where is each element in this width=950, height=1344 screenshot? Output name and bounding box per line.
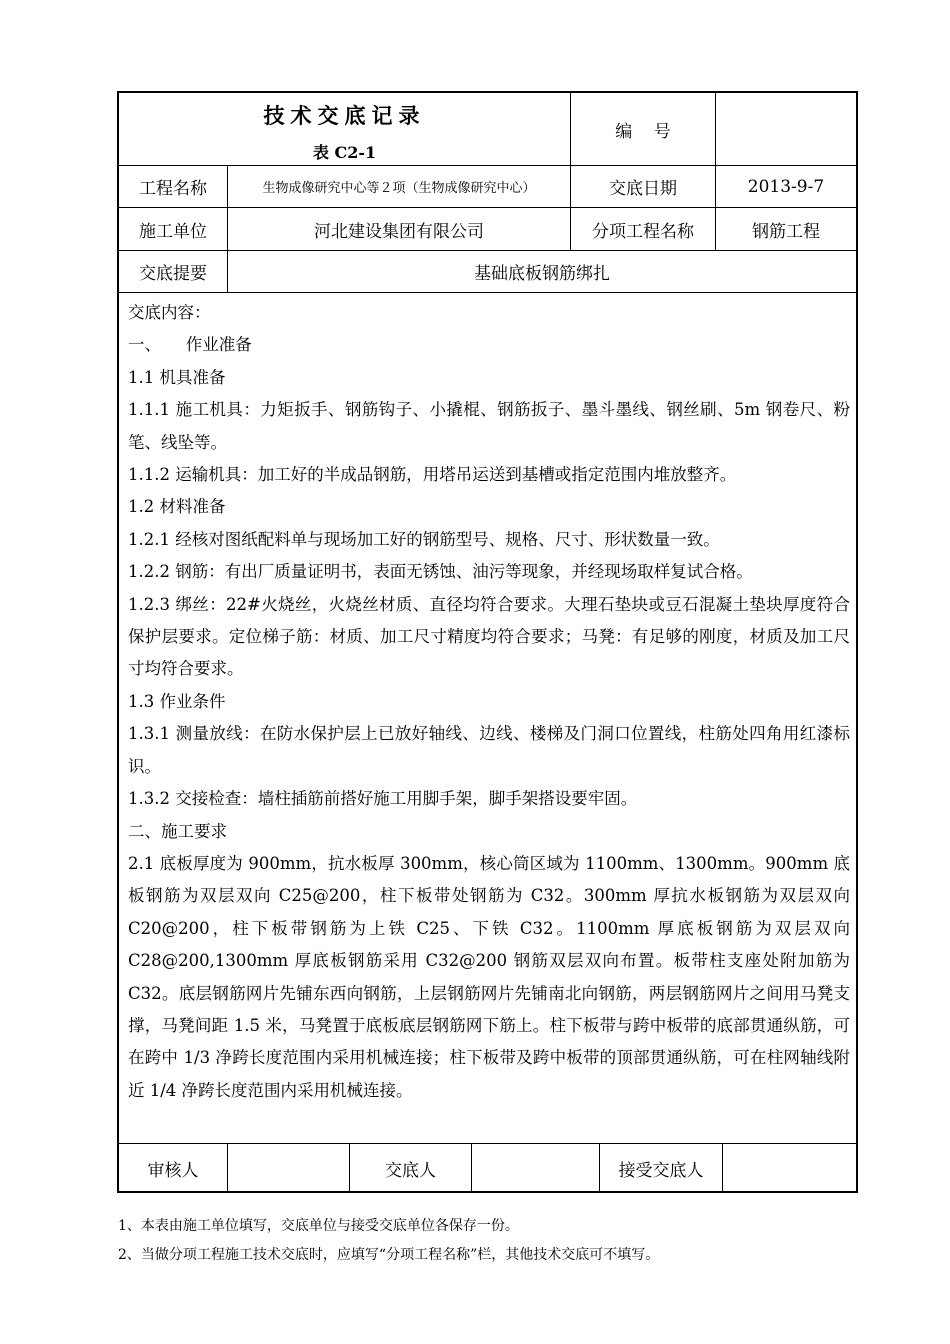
content-paragraph: 1.2.1 经核对图纸配料单与现场加工好的钢筋型号、规格、尺寸、形状数量一致。 (128, 529, 720, 549)
number-label: 编 号 (615, 121, 671, 142)
summary-value[interactable]: 基础底板钢筋绑扎 (474, 264, 610, 284)
subproject-value[interactable]: 钢筋工程 (752, 221, 820, 242)
disclosure-content (128, 297, 850, 1107)
receiver-value[interactable] (723, 1144, 856, 1193)
form-header (119, 93, 570, 165)
discloser-value[interactable] (472, 1144, 599, 1193)
date-label: 交底日期 (609, 179, 677, 199)
footnote: 1、本表由施工单位填写，交底单位与接受交底单位各保存一份。 (118, 1218, 519, 1234)
content-paragraph: 一、 作业准备 (128, 335, 252, 355)
content-paragraph: 1.3.2 交接检查：墙柱插筋前搭好施工用脚手架，脚手架搭设要牢固。 (128, 789, 638, 809)
date-value[interactable]: 2013-9-7 (747, 176, 825, 197)
content-paragraph: 1.2 材料准备 (128, 497, 226, 517)
project-name-value[interactable]: 生物成像研究中心等２项（生物成像研究中心） (262, 181, 536, 196)
reviewer-label: 审核人 (147, 1161, 199, 1181)
content-paragraph: 1.1.2 运输机具：加工好的半成品钢筋，用塔吊运送到基槽或指定范围内堆放整齐。 (128, 465, 737, 485)
content-paragraph: 1.3.1 测量放线：在防水保护层上已放好轴线、边线、楼梯及门洞口位置线，柱筋处四角用红漆标识。 (128, 724, 850, 776)
contractor-value[interactable]: 河北建设集团有限公司 (314, 221, 484, 242)
grid-line (119, 292, 856, 293)
contractor-label: 施工单位 (139, 221, 207, 242)
summary-label: 交底提要 (139, 264, 207, 284)
project-name-label: 工程名称 (139, 179, 207, 199)
subproject-label: 分项工程名称 (592, 221, 694, 242)
disclosure-form (117, 91, 858, 1193)
content-paragraph: 交底内容： (128, 303, 211, 322)
content-paragraph: 1.1.1 施工机具：力矩扳手、钢筋钩子、小撬棍、钢筋扳子、墨斗墨线、钢丝刷、5m 钢卷尺、粉笔、线坠等。 (128, 400, 850, 452)
content-paragraph: 1.3 作业条件 (128, 691, 226, 711)
receiver-label: 接受交底人 (618, 1161, 704, 1181)
content-paragraph: 二、施工要求 (128, 821, 227, 841)
content-paragraph: 1.1 机具准备 (128, 367, 226, 387)
footnotes (118, 1212, 858, 1270)
footnote: 2、当做分项工程施工技术交底时，应填写“分项工程名称”栏，其他技术交底可不填写。 (118, 1247, 660, 1263)
discloser-label: 交底人 (385, 1161, 436, 1181)
content-paragraph: 1.2.3 绑丝：22#火烧丝，火烧丝材质、直径均符合要求。大理石垫块或豆石混凝土垫块厚度符合保护层要求。定位梯子筋：材质、加工尺寸精度均符合要求；马凳：有足够的刚度，材质及加工尺寸均符合要求。 (128, 594, 850, 679)
form-title: 技术交底记录 (263, 102, 426, 128)
content-paragraph: 1.2.2 钢筋：有出厂质量证明书，表面无锈蚀、油污等现象，并经现场取样复试合格。 (128, 562, 753, 582)
number-value[interactable] (716, 93, 856, 165)
form-code: 表 C2-1 (312, 142, 377, 162)
reviewer-value[interactable] (228, 1144, 349, 1193)
content-paragraph: 2.1 底板厚度为 900mm，抗水板厚 300mm，核心筒区域为 1100mm、1300mm。900mm 底板钢筋为双层双向 C25@200，柱下板带处钢筋为 C32。300mm 厚抗水板钢筋为双层双向 C20@200，柱下板带钢筋为上铁 C25、下铁 C32。1100mm 厚底板钢筋为双层双向 C28@200,1300mm 厚底板钢筋采用 C32@200 钢筋双层双向布置。板带柱支座处附加筋为 C32。底层钢筋网片先铺东西向钢筋，上层钢筋网片先铺南北向钢筋，两层钢筋网片之间用马凳支撑，马凳间距 1.5 米，马凳置于底板底层钢筋网下筋上。柱下板带与跨中板带的底部贯通纵筋，可在跨中 1/3 净跨长度范围内采用机械连接；柱下板带及跨中板带的顶部贯通纵筋，可在柱网轴线附近 1/4 净跨长度范围内采用机械连接。 (128, 853, 850, 1100)
